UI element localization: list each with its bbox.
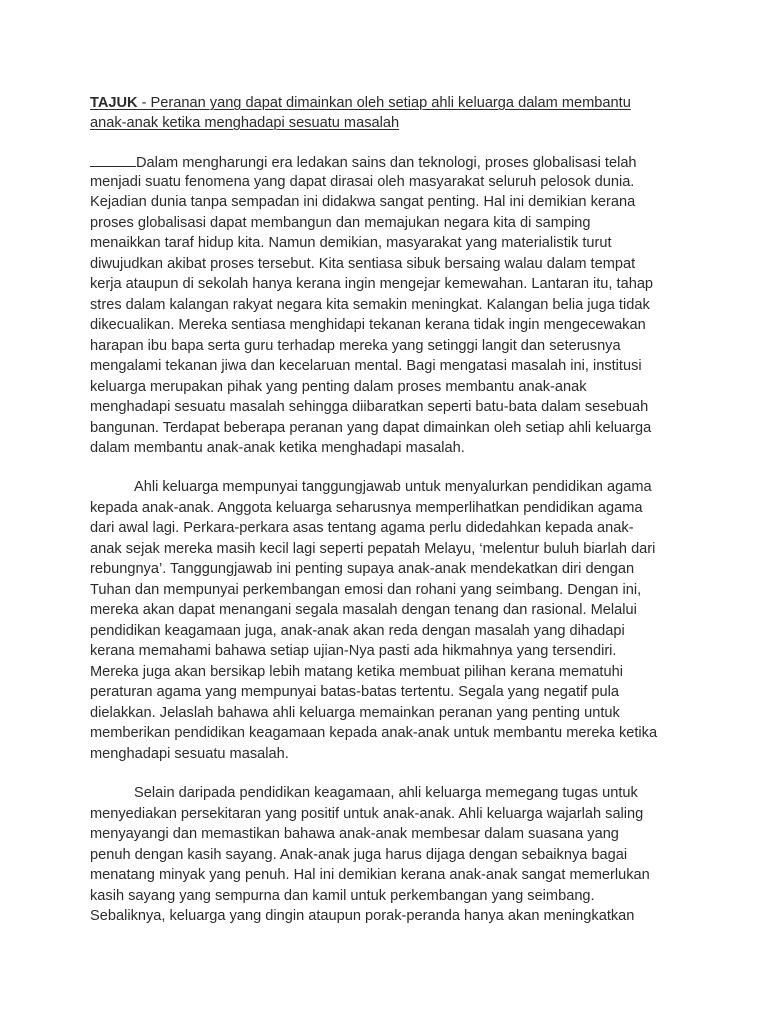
title-line-1: [90, 93, 631, 114]
paragraph-2-line: memberikan pendidikan keagamaan kepada anak-anak untuk membantu mereka ketika: [90, 725, 658, 741]
paragraph-1-text: Dalam mengharungi era ledakan sains dan teknologi, proses globalisasi telah: [136, 155, 637, 171]
paragraph-3-line: Sebaliknya, keluarga yang dingin ataupun porak-peranda hanya akan meningkatkan: [90, 908, 635, 924]
indent-blank: [90, 151, 136, 167]
paragraph-2-line: [90, 477, 652, 498]
paragraph-2-line: Tuhan dan mempunyai perkembangan emosi dan rohani yang seimbang. Dengan ini,: [90, 582, 642, 598]
paragraph-1-line: stres dalam kalangan rakyat negara kita semakin meningkat. Kalangan belia juga tidak: [90, 297, 650, 313]
paragraph-2-line: kerana memahami bahawa setiap ujian-Nya pasti ada hikmahnya yang tersendiri.: [90, 643, 617, 659]
paragraph-3-line: menyediakan persekitaran yang positif untuk anak-anak. Ahli keluarga wajarlah saling: [90, 806, 644, 822]
paragraph-1-line: keluarga merupakan pihak yang penting dalam proses membantu anak-anak: [90, 379, 587, 395]
paragraph-1-line: menjadi suatu fenomena yang dapat dirasai oleh masyarakat seluruh pelosok dunia.: [90, 174, 635, 190]
paragraph-2-line: dari awal lagi. Perkara-perkara asas tentang agama perlu didedahkan kepada anak-: [90, 520, 634, 536]
paragraph-1-line: menghadapi sesuatu masalah sehingga diibaratkan seperti batu-bata dalam sesebuah: [90, 399, 649, 415]
paragraph-1-line: [90, 151, 637, 172]
title-label: TAJUK: [90, 95, 138, 111]
paragraph-3-text: Selain daripada pendidikan keagamaan, ahli keluarga memegang tugas untuk: [134, 785, 638, 801]
paragraph-2-line: Mereka juga akan bersikap lebih matang ketika membuat pilihan kerana mematuhi: [90, 664, 623, 680]
paragraph-1-line: kerja ataupun di sekolah hanya kerana ingin mengejar kemewahan. Lantaran itu, tahap: [90, 276, 654, 292]
paragraph-1-line: mengalami tekanan jiwa dan kecelaruan mental. Bagi mengatasi masalah ini, institusi: [90, 358, 642, 374]
paragraph-1-line: bangunan. Terdapat beberapa peranan yang dapat dimainkan oleh setiap ahli keluarga: [90, 420, 652, 436]
paragraph-3-line: [90, 783, 638, 804]
title-text-2: anak-anak ketika menghadapi sesuatu masalah: [90, 115, 400, 131]
paragraph-2-line: menghadapi sesuatu masalah.: [90, 746, 289, 762]
title-text-1: - Peranan yang dapat dimainkan oleh setiap ahli keluarga dalam membantu: [137, 95, 631, 111]
paragraph-3-line: menyayangi dan memastikan bahawa anak-anak membesar dalam suasana yang: [90, 826, 619, 842]
paragraph-2-line: rebungnya’. Tanggungjawab ini penting supaya anak-anak mendekatkan diri dengan: [90, 561, 635, 577]
paragraph-3-line: penuh dengan kasih sayang. Anak-anak juga harus dijaga dengan sebaiknya bagai: [90, 847, 628, 863]
paragraph-1-line: proses globalisasi dapat membangun dan memajukan negara kita di samping: [90, 215, 591, 231]
paragraph-2-line: peraturan agama yang mempunyai batas-batas tertentu. Segala yang negatif pula: [90, 684, 619, 700]
paragraph-2-line: dielakkan. Jelaslah bahawa ahli keluarga memainkan peranan yang penting untuk: [90, 705, 620, 721]
paragraph-1-line: menaikkan taraf hidup kita. Namun demikian, masyarakat yang materialistik turut: [90, 235, 612, 251]
paragraph-1-line: harapan ibu bapa serta guru terhadap mereka yang setinggi langit dan seterusnya: [90, 338, 621, 354]
paragraph-2-line: mereka akan dapat menangani segala masalah dengan tenang dan rasional. Melalui: [90, 602, 637, 618]
paragraph-3-line: kasih sayang yang sempurna dan kamil untuk perkembangan yang seimbang.: [90, 888, 595, 904]
paragraph-2-line: kepada anak-anak. Anggota keluarga seharusnya memperlihatkan pendidikan agama: [90, 500, 643, 516]
paragraph-2-text: Ahli keluarga mempunyai tanggungjawab untuk menyalurkan pendidikan agama: [134, 479, 652, 495]
paragraph-1-line: dikecualikan. Mereka sentiasa menghidapi tekanan kerana tidak ingin mengecewakan: [90, 317, 646, 333]
title-line-2: [90, 113, 399, 134]
paragraph-3-line: menatang minyak yang penuh. Hal ini demikian kerana anak-anak sangat memerlukan: [90, 867, 650, 883]
paragraph-1-line: dalam membantu anak-anak ketika menghadapi masalah.: [90, 440, 465, 456]
paragraph-2-line: anak sejak mereka masih kecil lagi seperti pepatah Melayu, ‘melentur buluh biarlah dari: [90, 541, 656, 557]
paragraph-1-line: diwujudkan akibat proses tersebut. Kita sentiasa sibuk bersaing walau dalam tempat: [90, 256, 636, 272]
paragraph-1-line: Kejadian dunia tanpa sempadan ini didakwa sangat penting. Hal ini demikian kerana: [90, 194, 636, 210]
paragraph-2-line: pendidikan keagamaan juga, anak-anak akan reda dengan masalah yang dihadapi: [90, 623, 625, 639]
